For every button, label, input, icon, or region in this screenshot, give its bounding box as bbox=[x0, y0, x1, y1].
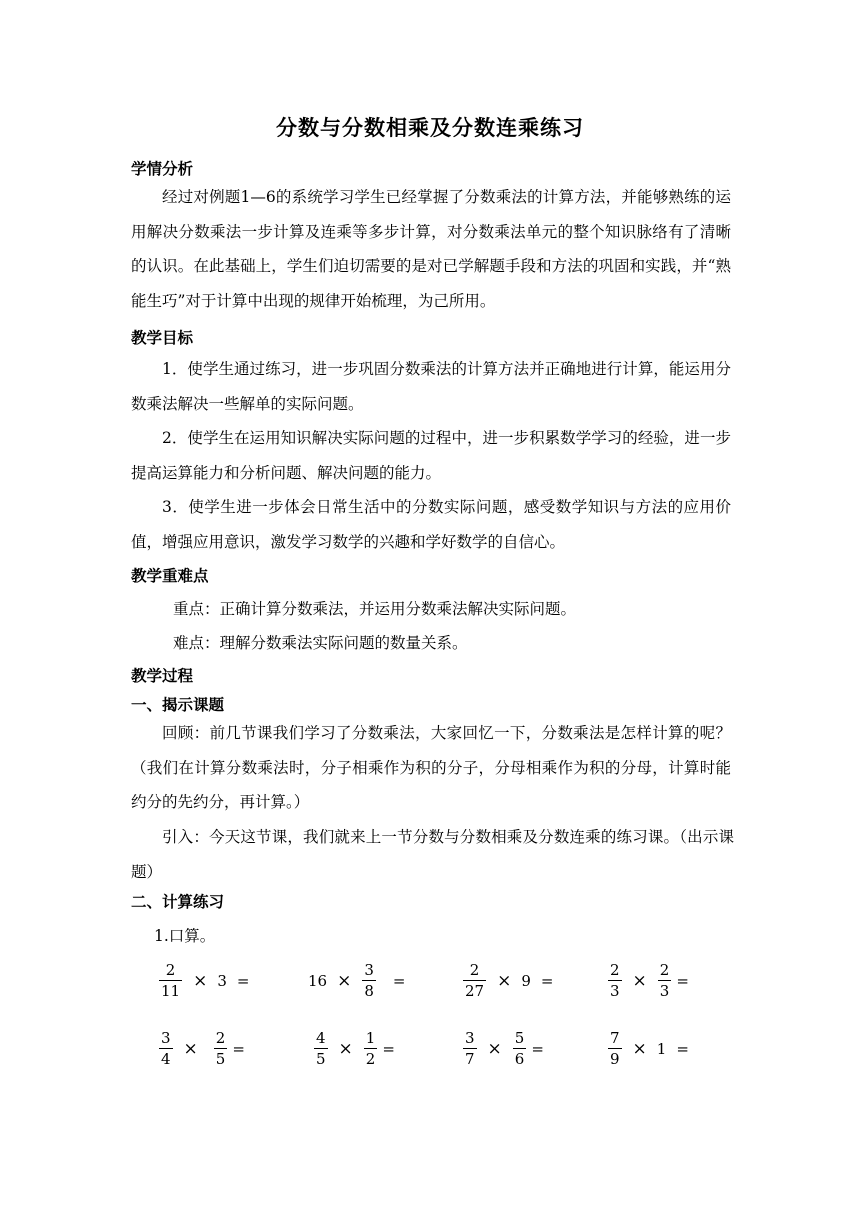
denominator: 3 bbox=[659, 982, 670, 1000]
section-heading-process: 教学过程 bbox=[131, 667, 194, 685]
oral-calc-label: 1.口算。 bbox=[154, 927, 216, 945]
numerator: 3 bbox=[364, 961, 374, 979]
exercise-8 bbox=[605, 1028, 689, 1069]
integer: 16 bbox=[308, 971, 328, 990]
denominator: 6 bbox=[514, 1050, 525, 1068]
times-sign: × bbox=[183, 1038, 198, 1059]
denominator: 11 bbox=[161, 982, 181, 1000]
integer: 1 bbox=[656, 1039, 667, 1058]
part-1-heading: 一、揭示课题 bbox=[131, 696, 225, 714]
denominator: 7 bbox=[465, 1050, 475, 1068]
intro-paragraph: 引入：今天这节课，我们就来上一节分数与分数相乘及分数连乘的练习课。（出示课题） bbox=[131, 828, 734, 881]
key-point-line: 重点：正确计算分数乘法，并运用分数乘法解决实际问题。 bbox=[173, 600, 577, 618]
denominator: 2 bbox=[365, 1050, 376, 1068]
fraction bbox=[658, 960, 672, 1001]
denominator: 3 bbox=[610, 982, 620, 1000]
integer: 3 bbox=[217, 971, 227, 990]
fraction bbox=[314, 1028, 328, 1069]
exercise-3 bbox=[460, 960, 553, 1001]
integer: 9 bbox=[521, 971, 531, 990]
numerator: 2 bbox=[469, 961, 480, 979]
times-sign: × bbox=[632, 970, 647, 991]
times-sign: × bbox=[632, 1038, 647, 1059]
numerator: 4 bbox=[316, 1029, 326, 1047]
denominator: 27 bbox=[465, 982, 485, 1000]
denominator: 4 bbox=[161, 1050, 171, 1068]
part-2-heading: 二、计算练习 bbox=[131, 893, 225, 911]
difficult-point-line: 难点：理解分数乘法实际问题的数量关系。 bbox=[173, 634, 468, 652]
equals-sign: = bbox=[382, 1039, 395, 1058]
fraction bbox=[513, 1028, 527, 1069]
exercise-4 bbox=[605, 960, 689, 1001]
numerator: 3 bbox=[465, 1029, 475, 1047]
denominator: 5 bbox=[215, 1050, 226, 1068]
numerator: 7 bbox=[610, 1029, 620, 1047]
numerator: 2 bbox=[659, 961, 670, 979]
times-sign: × bbox=[337, 970, 352, 991]
equals-sign: = bbox=[676, 971, 689, 990]
fraction bbox=[364, 1028, 378, 1069]
exercise-2 bbox=[306, 960, 405, 1001]
numerator: 5 bbox=[514, 1029, 525, 1047]
equals-sign: = bbox=[540, 971, 554, 990]
fraction bbox=[214, 1028, 228, 1069]
fraction bbox=[159, 1028, 173, 1069]
fraction bbox=[463, 960, 486, 1001]
analysis-paragraph: 经过对例题1—6的系统学习学生已经掌握了分数乘法的计算方法，并能够熟练的运用解决分数乘法一步计算及连乘等多步计算，对分数乘法单元的整个知识脉络有了清晰的认识。在此基础上，学生们迫切需要的是对已学解题手段和方法的巩固和实践，并“熟能生巧”对于计算中出现的规律开始梳理，为己所用。 bbox=[131, 188, 731, 310]
denominator: 9 bbox=[610, 1050, 620, 1068]
denominator: 8 bbox=[364, 982, 374, 1000]
goal-1-paragraph: 1．使学生通过练习，进一步巩固分数乘法的计算方法并正确地进行计算，能运用分数乘法解决一些解单的实际问题。 bbox=[131, 360, 731, 413]
fraction bbox=[463, 1028, 477, 1069]
numerator: 1 bbox=[365, 1029, 376, 1047]
fraction bbox=[159, 960, 182, 1001]
exercise-1 bbox=[156, 960, 249, 1001]
review-paragraph: 回顾：前几节课我们学习了分数乘法，大家回忆一下，分数乘法是怎样计算的呢？（我们在计算分数乘法时，分子相乘作为积的分子，分母相乘作为积的分母，计算时能约分的先约分，再计算。） bbox=[131, 724, 731, 811]
fraction bbox=[608, 960, 622, 1001]
fraction bbox=[362, 960, 376, 1001]
exercise-7 bbox=[460, 1028, 544, 1069]
page-title: 分数与分数相乘及分数连乘练习 bbox=[276, 116, 584, 140]
equals-sign: = bbox=[676, 1039, 689, 1058]
equals-sign: = bbox=[236, 971, 250, 990]
numerator: 2 bbox=[610, 961, 620, 979]
equals-sign: = bbox=[232, 1039, 245, 1058]
numerator: 3 bbox=[161, 1029, 171, 1047]
times-sign: × bbox=[487, 1038, 502, 1059]
section-heading-analysis: 学情分析 bbox=[131, 160, 194, 178]
numerator: 2 bbox=[165, 961, 176, 979]
times-sign: × bbox=[193, 970, 208, 991]
times-sign: × bbox=[338, 1038, 353, 1059]
exercise-5 bbox=[156, 1028, 245, 1069]
goal-2-paragraph: 2．使学生在运用知识解决实际问题的过程中，进一步积累数学学习的经验，进一步提高运算能力和分析问题、解决问题的能力。 bbox=[131, 429, 731, 482]
numerator: 2 bbox=[215, 1029, 226, 1047]
equals-sign: = bbox=[531, 1039, 544, 1058]
section-heading-goals: 教学目标 bbox=[131, 329, 194, 347]
fraction bbox=[608, 1028, 622, 1069]
section-heading-key-points: 教学重难点 bbox=[131, 567, 209, 585]
times-sign: × bbox=[497, 970, 512, 991]
goal-3-paragraph: 3．使学生进一步体会日常生活中的分数实际问题，感受数学知识与方法的应用价值，增强应用意识，激发学习数学的兴趣和学好数学的自信心。 bbox=[131, 498, 731, 551]
equals-sign: = bbox=[392, 971, 406, 990]
denominator: 5 bbox=[316, 1050, 326, 1068]
exercise-6 bbox=[311, 1028, 395, 1069]
